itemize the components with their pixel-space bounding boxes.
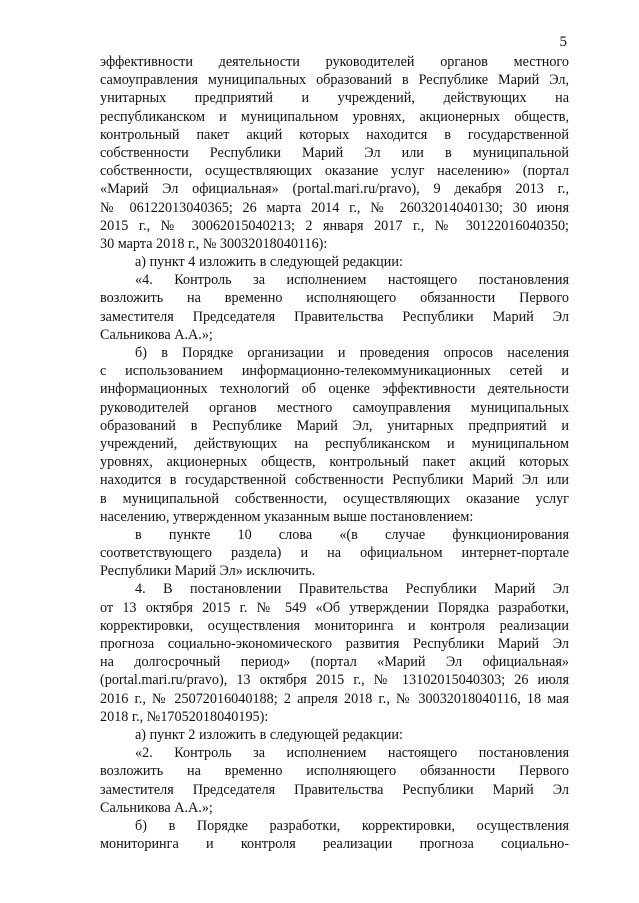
text-line: 2016 г., № 25072016040188; 2 апреля 2018 г., № 30032018040116, 18 мая bbox=[100, 690, 569, 707]
text-line: «2. Контроль за исполнением настоящего постановления bbox=[135, 745, 569, 762]
text-line: унитарных предприятий и учреждений, действующих на bbox=[100, 90, 569, 107]
text-line: возложить на временно исполняющего обязанности Первого bbox=[100, 290, 569, 307]
text-line: в пункте 10 слова «(в случае функционирования bbox=[135, 526, 569, 543]
text-line: собственности Республики Марий Эл или в муниципальной bbox=[100, 144, 569, 161]
text-line: соответствующего раздела) и на официальном интернет-портале bbox=[100, 545, 569, 562]
text-line: уровнях, акционерных обществ, контрольный пакет акций которых bbox=[100, 454, 569, 471]
text-line: в муниципальной собственности, осуществляющих оказание услуг bbox=[100, 490, 569, 507]
text-line: «4. Контроль за исполнением настоящего постановления bbox=[135, 272, 569, 289]
text-line: заместителя Председателя Правительства Республики Марий Эл bbox=[100, 781, 569, 798]
text-line: «Марий Эл официальная» (portal.mari.ru/pravo), 9 декабря 2013 г., bbox=[100, 181, 569, 198]
text-line: 30 марта 2018 г., № 30032018040116): bbox=[100, 235, 328, 252]
text-line: а) пункт 4 изложить в следующей редакции: bbox=[135, 254, 403, 271]
text-line: б) в Порядке организации и проведения опросов населения bbox=[135, 345, 569, 361]
body-text bbox=[100, 53, 569, 853]
text-line: (portal.mari.ru/pravo), 13 октября 2015 г., № 13102015040303; 26 июля bbox=[100, 672, 569, 689]
page-number: 5 bbox=[559, 34, 567, 50]
text-line: прогноза социально-экономического развития Республики Марий Эл bbox=[100, 636, 569, 652]
text-line: учреждений, действующих на республиканском и муниципальном bbox=[100, 435, 569, 452]
text-line: Сальникова А.А.»; bbox=[100, 326, 213, 343]
text-line: на долгосрочный период» (портал «Марий Эл официальная» bbox=[100, 654, 569, 671]
text-line: населению, утвержденном указанным выше постановлением: bbox=[100, 508, 474, 525]
text-line: заместителя Председателя Правительства Республики Марий Эл bbox=[100, 308, 569, 325]
text-line: б) в Порядке разработки, корректировки, осуществления bbox=[135, 817, 569, 834]
text-line: от 13 октября 2015 г. № 549 «Об утверждении Порядка разработки, bbox=[100, 599, 569, 616]
text-line: контрольный пакет акций которых находится в государственной bbox=[100, 126, 569, 143]
text-line: с использованием информационно-телекоммуникационных сетей и bbox=[100, 363, 569, 380]
text-line: информационных технологий об оценке эффективности деятельности bbox=[100, 381, 569, 398]
text-line: 2018 г., №17052018040195): bbox=[100, 708, 269, 725]
text-line: корректировки, осуществления мониторинга и контроля реализации bbox=[100, 617, 569, 634]
text-line: эффективности деятельности руководителей органов местного bbox=[100, 54, 569, 70]
text-line: находится в государственной собственности Республики Марий Эл или bbox=[100, 472, 569, 489]
text-line: руководителей органов местного самоуправления муниципальных bbox=[100, 399, 569, 416]
text-line: Республики Марий Эл» исключить. bbox=[100, 563, 316, 580]
text-line: а) пункт 2 изложить в следующей редакции: bbox=[135, 726, 403, 743]
text-line: 4. В постановлении Правительства Республики Марий Эл bbox=[135, 581, 569, 598]
text-line: № 06122013040365; 26 марта 2014 г., № 26032014040130; 30 июня bbox=[100, 199, 569, 216]
text-line: собственности, осуществляющих оказание услуг населению» (портал bbox=[100, 163, 569, 180]
text-line: Сальникова А.А.»; bbox=[100, 799, 213, 816]
text-line: самоуправления муниципальных образований в Республике Марий Эл, bbox=[100, 72, 569, 89]
text-line: образований в Республике Марий Эл, унитарных предприятий и bbox=[100, 417, 569, 434]
text-line: возложить на временно исполняющего обязанности Первого bbox=[100, 763, 569, 780]
text-line: республиканском и муниципальном уровнях, акционерных обществ, bbox=[100, 108, 569, 125]
text-line: мониторинга и контроля реализации прогноза социально- bbox=[100, 836, 569, 853]
text-line: 2015 г., № 30062015040213; 2 января 2017 г., № 30122016040350; bbox=[100, 217, 569, 234]
